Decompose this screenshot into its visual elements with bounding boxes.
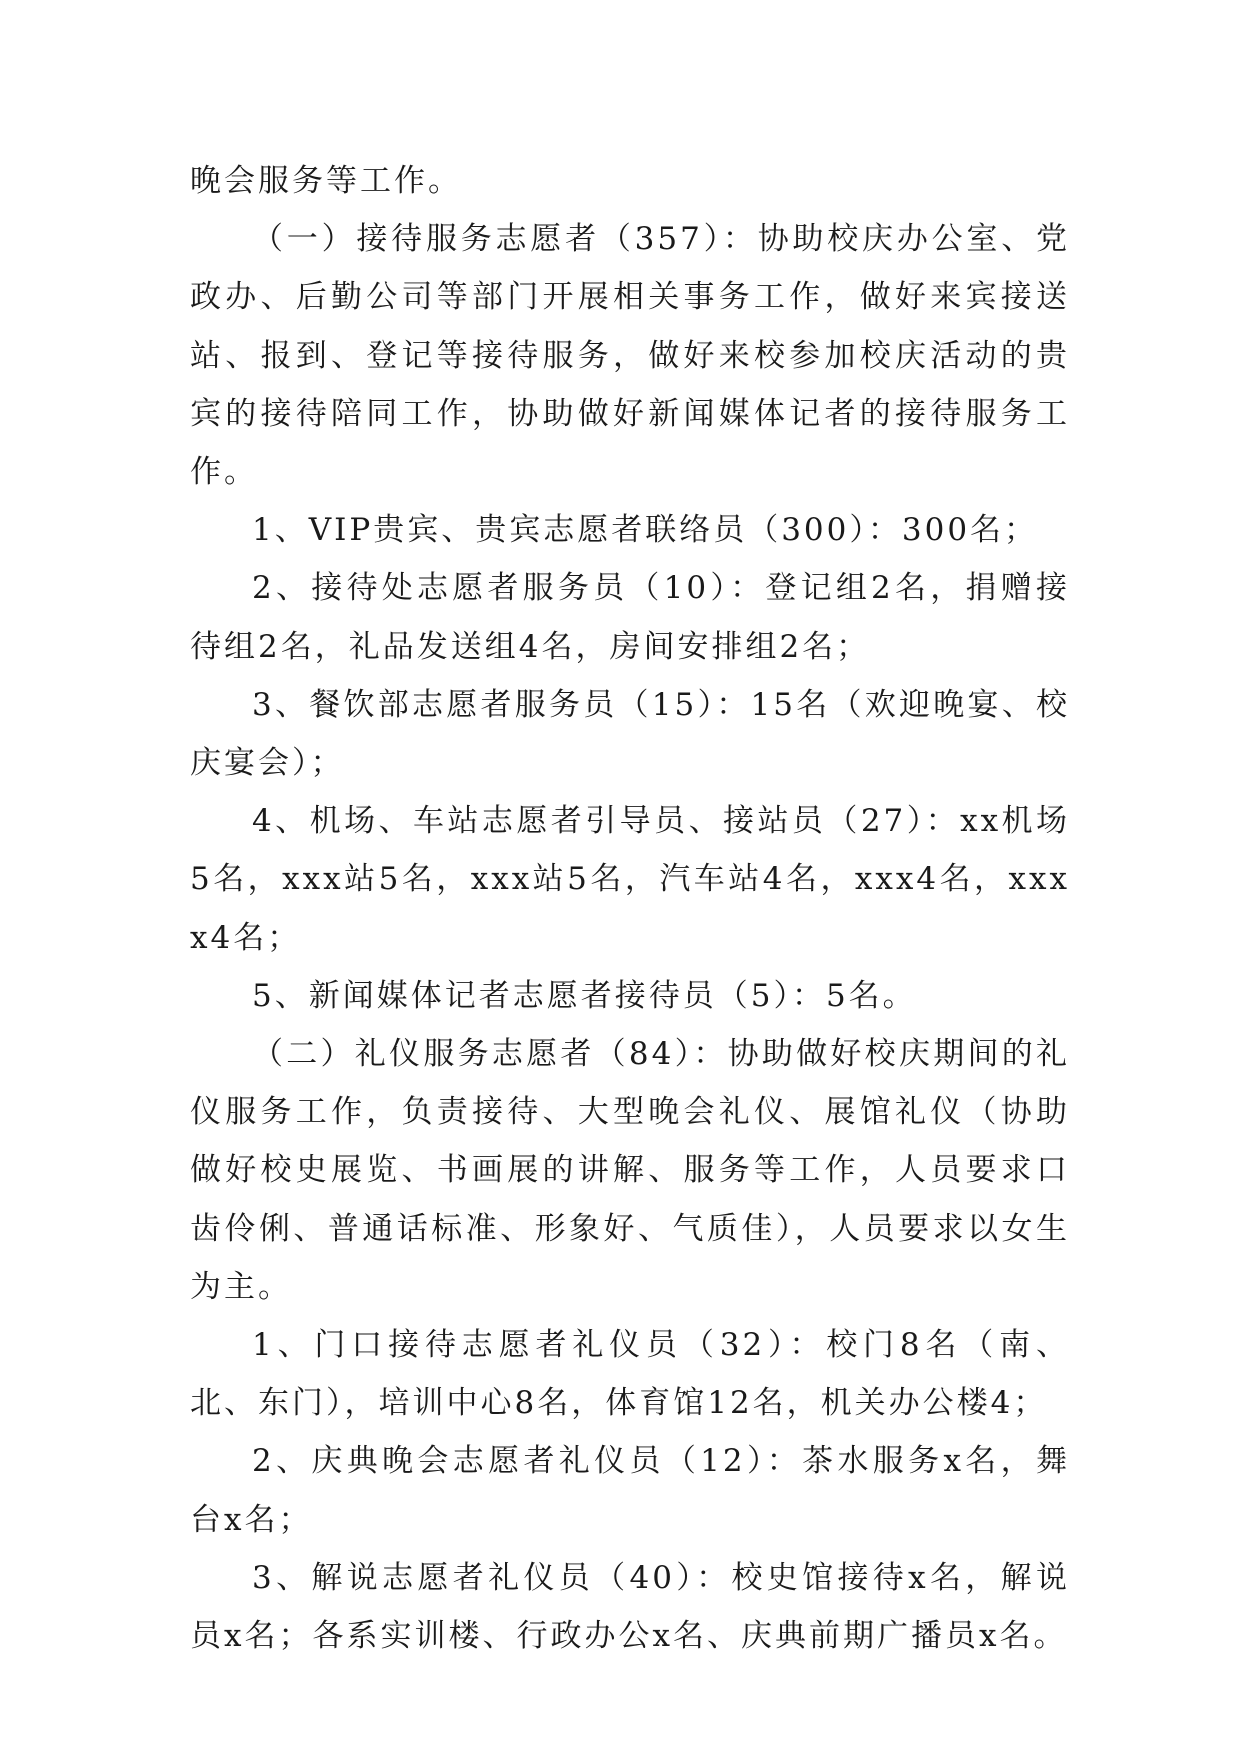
paragraph-continuation: 晚会服务等工作。 <box>190 163 462 199</box>
item-gate-etiquette: 1、门口接待志愿者礼仪员（32）：校门8名（南、北、东门），培训中心8名，体育馆12名，机关办公楼4； <box>190 1327 1070 1422</box>
item-media-reception: 5、新闻媒体记者志愿者接待员（5）：5名。 <box>252 977 917 1014</box>
item-reception-desk: 2、接待处志愿者服务员（10）：登记组2名，捐赠接待组2名，礼品发送组4名，房间安排组2名； <box>190 570 1070 665</box>
item-catering: 3、餐饮部志愿者服务员（15）：15名（欢迎晚宴、校庆宴会）； <box>190 686 1070 782</box>
item-airport-station: 4、机场、车站志愿者引导员、接站员（27）：xx机场5名，xxx站5名，xxx站5名，汽车站4名，xxx4名，xxxx4名； <box>190 803 1070 956</box>
section-reception-volunteers: （一）接待服务志愿者（357）：协助校庆办公室、党政办、后勤公司等部门开展相关事务工作，做好来宾接送站、报到、登记等接待服务，做好来校参加校庆活动的贵宾的接待陪同工作，协助做好新闻媒体记者的接待服务工作。 <box>190 221 1070 491</box>
section-etiquette-volunteers: （二）礼仪服务志愿者（84）：协助做好校庆期间的礼仪服务工作，负责接待、大型晚会礼仪、展馆礼仪（协助做好校史展览、书画展的讲解、服务等工作，人员要求口齿伶俐、普通话标准、形象好、气质佳），人员要求以女生为主。 <box>190 1036 1070 1305</box>
item-gala-etiquette: 2、庆典晚会志愿者礼仪员（12）：茶水服务x名，舞台x名； <box>190 1443 1070 1538</box>
document-body <box>190 152 1070 1665</box>
item-vip-liaison: 1、VIP贵宾、贵宾志愿者联络员（300）：300名； <box>252 512 1039 549</box>
item-guide-etiquette: 3、解说志愿者礼仪员（40）：校史馆接待x名，解说员x名；各系实训楼、行政办公x名、庆典前期广播员x名。 <box>190 1559 1070 1655</box>
